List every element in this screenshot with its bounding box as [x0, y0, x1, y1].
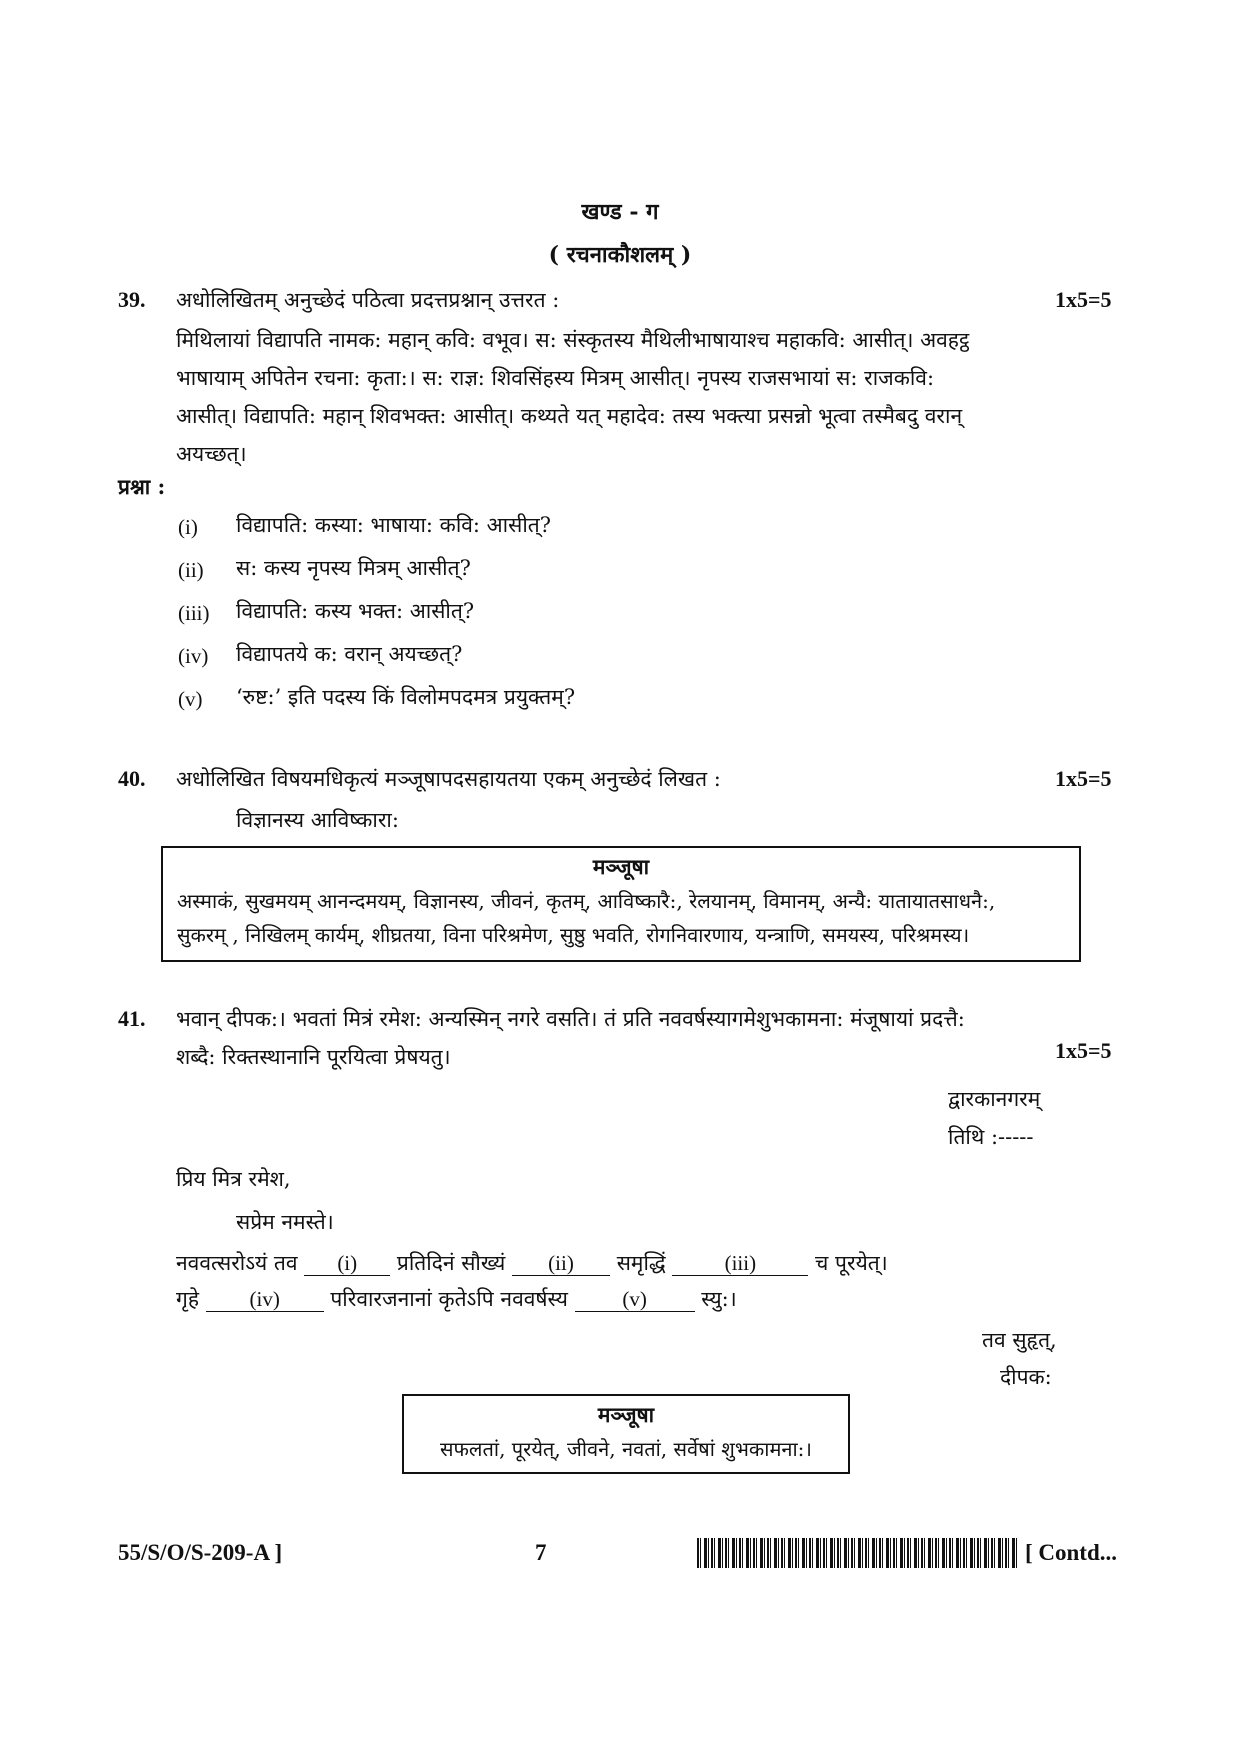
q41-instruction-line1: भवान् दीपक:। भवतां मित्रं रमेश: अन्यस्मिन् नगरे वसति। तं प्रति नववर्षस्यागमेशुभकामना: मंजूषायां प्रदत्तै:: [176, 1007, 965, 1031]
blank-v: (v): [575, 1287, 695, 1312]
q39-passage: [176, 321, 1076, 473]
letter-date: तिथि :-----: [948, 1125, 1034, 1149]
q40-instruction: अधोलिखित विषयमधिकृत्यं मञ्जूषापदसहायतया एकम् अनुच्छेदं लिखत :: [176, 767, 721, 791]
body-text: समृद्धिं: [616, 1251, 666, 1275]
q41-marks: 1x5=5: [1055, 1038, 1112, 1063]
question-num: (ii): [178, 558, 204, 582]
blank-ii: (ii): [512, 1251, 610, 1276]
page-number: 7: [535, 1540, 547, 1565]
q40-marks: 1x5=5: [1055, 766, 1112, 791]
q39-marks: 1x5=5: [1055, 287, 1112, 312]
word-box-line: सुकरम् , निखिलम् कार्यम्, शीघ्रतया, विना परिश्रमेण, सुष्ठु भवति, रोगनिवारणाय, यन्त्राणि, समयस्य, परिश्रमस्य।: [177, 923, 970, 947]
question-num: (iii): [178, 601, 210, 625]
letter-salutation: प्रिय मित्र रमेश,: [176, 1167, 291, 1191]
blank-iii: (iii): [672, 1251, 808, 1276]
blank-iv: (iv): [206, 1287, 324, 1312]
question-text: विद्यापति: कस्या: भाषाया: कवि: आसीत्?: [236, 513, 552, 537]
letter-body-line1: [176, 1246, 888, 1280]
letter-greeting: सप्रेम नमस्ते।: [236, 1210, 334, 1234]
word-box-line: अस्माकं, सुखमयम् आनन्दमयम्, विज्ञानस्य, जीवनं, कृतम्, आविष्कारै:, रेलयानम्, विमानम्, अन्यै: यातायातसाधनै:,: [177, 889, 996, 913]
section-title: खण्ड - ग: [581, 199, 659, 225]
letter-closing-2: दीपक:: [1000, 1365, 1052, 1389]
body-text: स्यु:।: [701, 1287, 737, 1311]
letter-body-line2: [176, 1282, 737, 1316]
q41-instruction-line2: शब्दै: रिक्तस्थानानि पूरयित्वा प्रेषयतु।: [176, 1045, 451, 1069]
question-num: (v): [178, 687, 203, 711]
question-num: (iv): [178, 644, 209, 668]
question-text: ‘रुष्ट:’ इति पदस्य किं विलोमपदमत्र प्रयुक्तम्?: [236, 685, 576, 709]
q39-number: 39.: [118, 287, 146, 312]
question-text: विद्यापति: कस्य भक्त: आसीत्?: [236, 599, 475, 623]
q41-number: 41.: [118, 1006, 146, 1031]
q40-word-box: [161, 846, 1081, 962]
paper-code: 55/S/O/S-209-A ]: [118, 1540, 283, 1565]
word-box-title: मञ्जूषा: [597, 1402, 655, 1427]
passage-line: भाषायाम् अपितेन रचना: कृता:। स: राज्ञ: शिवसिंहस्य मित्रम् आसीत्। नृपस्य राजसभायां स: राजकवि:: [176, 366, 935, 390]
q39-questions-label: प्रश्ना :: [118, 474, 166, 499]
contd-label: [ Contd...: [1025, 1540, 1118, 1565]
q39-instruction: अधोलिखितम् अनुच्छेदं पठित्वा प्रदत्तप्रश्नान् उत्तरत :: [176, 288, 560, 312]
q41-word-box: [402, 1394, 850, 1474]
word-box-line: सफलतां, पूरयेत्, जीवने, नवतां, सर्वेषां शुभकामना:।: [439, 1437, 812, 1461]
letter-address: द्वारकानगरम्: [948, 1087, 1041, 1111]
body-text: नववत्सरोऽयं तव: [176, 1251, 298, 1275]
body-text: परिवारजनानां कृतेऽपि नववर्षस्य: [330, 1287, 568, 1311]
letter-closing-1: तव सुहृत्,: [982, 1328, 1057, 1352]
barcode-icon: [697, 1538, 1017, 1568]
q40-number: 40.: [118, 766, 146, 791]
question-text: स: कस्य नृपस्य मित्रम् आसीत्?: [236, 556, 471, 580]
q40-topic: विज्ञानस्य आविष्कारा:: [236, 808, 399, 832]
body-text: च पूरयेत्।: [815, 1251, 888, 1275]
passage-line: मिथिलायां विद्यापति नामक: महान् कवि: वभूव। स: संस्कृतस्य मैथिलीभाषायाश्च महाकवि: आसीत्। अवहट्ठ: [176, 328, 970, 352]
passage-line: आसीत्। विद्यापति: महान् शिवभक्त: आसीत्। कथ्यते यत् महादेव: तस्य भक्त्या प्रसन्नो भूत्वा तस्मैबदु वरान्: [176, 404, 963, 428]
question-num: (i): [178, 515, 198, 539]
body-text: गृहे: [176, 1287, 199, 1311]
blank-i: (i): [304, 1251, 390, 1276]
passage-line: अयच्छत्।: [176, 442, 247, 466]
question-text: विद्यापतये क: वरान् अयच्छत्?: [236, 642, 463, 666]
body-text: प्रतिदिनं सौख्यं: [396, 1251, 506, 1275]
section-subtitle: ( रचनाकौशलम् ): [548, 242, 692, 268]
word-box-title: मञ्जूषा: [592, 854, 650, 879]
